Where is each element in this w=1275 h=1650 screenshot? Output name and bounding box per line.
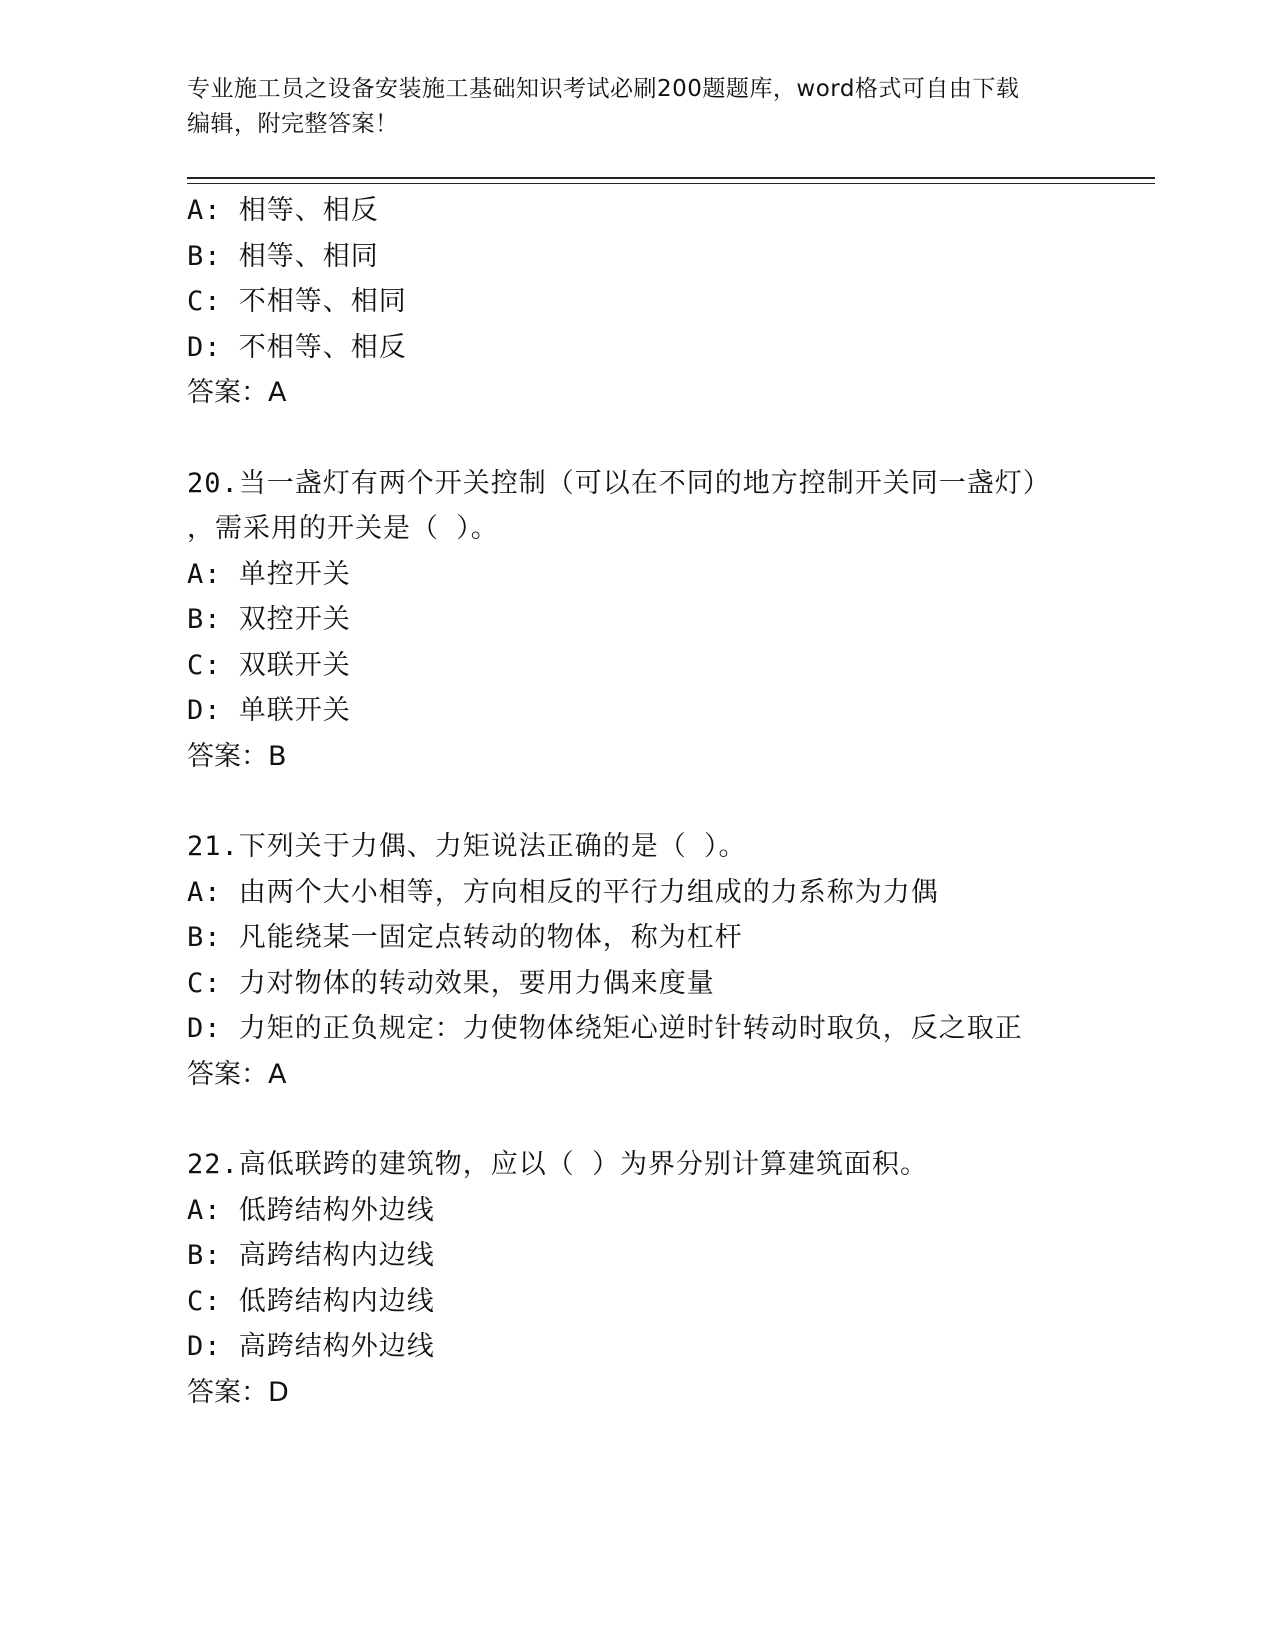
document-header bbox=[187, 72, 1067, 142]
option-c: C: 低跨结构内边线 bbox=[187, 1285, 435, 1317]
answer-line: 答案：A bbox=[187, 1058, 287, 1090]
answer-line: 答案：A bbox=[187, 377, 287, 408]
option-d: D: 单联开关 bbox=[187, 695, 351, 726]
question-stem: 21.下列关于力偶、力矩说法正确的是（ ）。 bbox=[187, 831, 747, 862]
question-stem: 22.高低联跨的建筑物，应以（ ）为界分别计算建筑面积。 bbox=[187, 1149, 929, 1180]
answer-line: 答案：D bbox=[187, 1376, 289, 1408]
question-19-block bbox=[187, 188, 1187, 416]
option-a: A: 低跨结构外边线 bbox=[187, 1194, 435, 1226]
option-d: D: 高跨结构外边线 bbox=[187, 1331, 435, 1362]
header-divider-thin bbox=[187, 183, 1155, 184]
question-20-block bbox=[187, 461, 1187, 780]
option-c: C: 力对物体的转动效果，要用力偶来度量 bbox=[187, 967, 715, 999]
option-c: C: 双联开关 bbox=[187, 649, 351, 681]
question-list bbox=[187, 188, 1187, 1415]
header-line-1: 专业施工员之设备安装施工基础知识考试必刷200题题库，word格式可自由下载 bbox=[187, 76, 1020, 102]
question-21-block bbox=[187, 824, 1187, 1097]
answer-line: 答案：B bbox=[187, 740, 287, 772]
question-stem: 20.当一盏灯有两个开关控制（可以在不同的地方控制开关同一盏灯） bbox=[187, 467, 1051, 499]
option-d: D: 力矩的正负规定：力使物体绕矩心逆时针转动时取负，反之取正 bbox=[187, 1013, 1023, 1044]
option-a: A: 相等、相反 bbox=[187, 195, 379, 226]
option-d: D: 不相等、相反 bbox=[187, 331, 407, 363]
header-divider-thick bbox=[187, 177, 1155, 179]
option-b: B: 相等、相同 bbox=[187, 240, 379, 272]
option-b: B: 高跨结构内边线 bbox=[187, 1240, 435, 1271]
option-a: A: 单控开关 bbox=[187, 558, 351, 590]
header-line-2: 编辑，附完整答案！ bbox=[187, 111, 399, 137]
question-22-block bbox=[187, 1142, 1187, 1415]
question-stem-continued: ，需采用的开关是（ ）。 bbox=[187, 513, 499, 544]
option-c: C: 不相等、相同 bbox=[187, 286, 407, 317]
option-b: B: 双控开关 bbox=[187, 604, 351, 635]
option-a: A: 由两个大小相等，方向相反的平行力组成的力系称为力偶 bbox=[187, 876, 939, 908]
option-b: B: 凡能绕某一固定点转动的物体，称为杠杆 bbox=[187, 922, 743, 953]
